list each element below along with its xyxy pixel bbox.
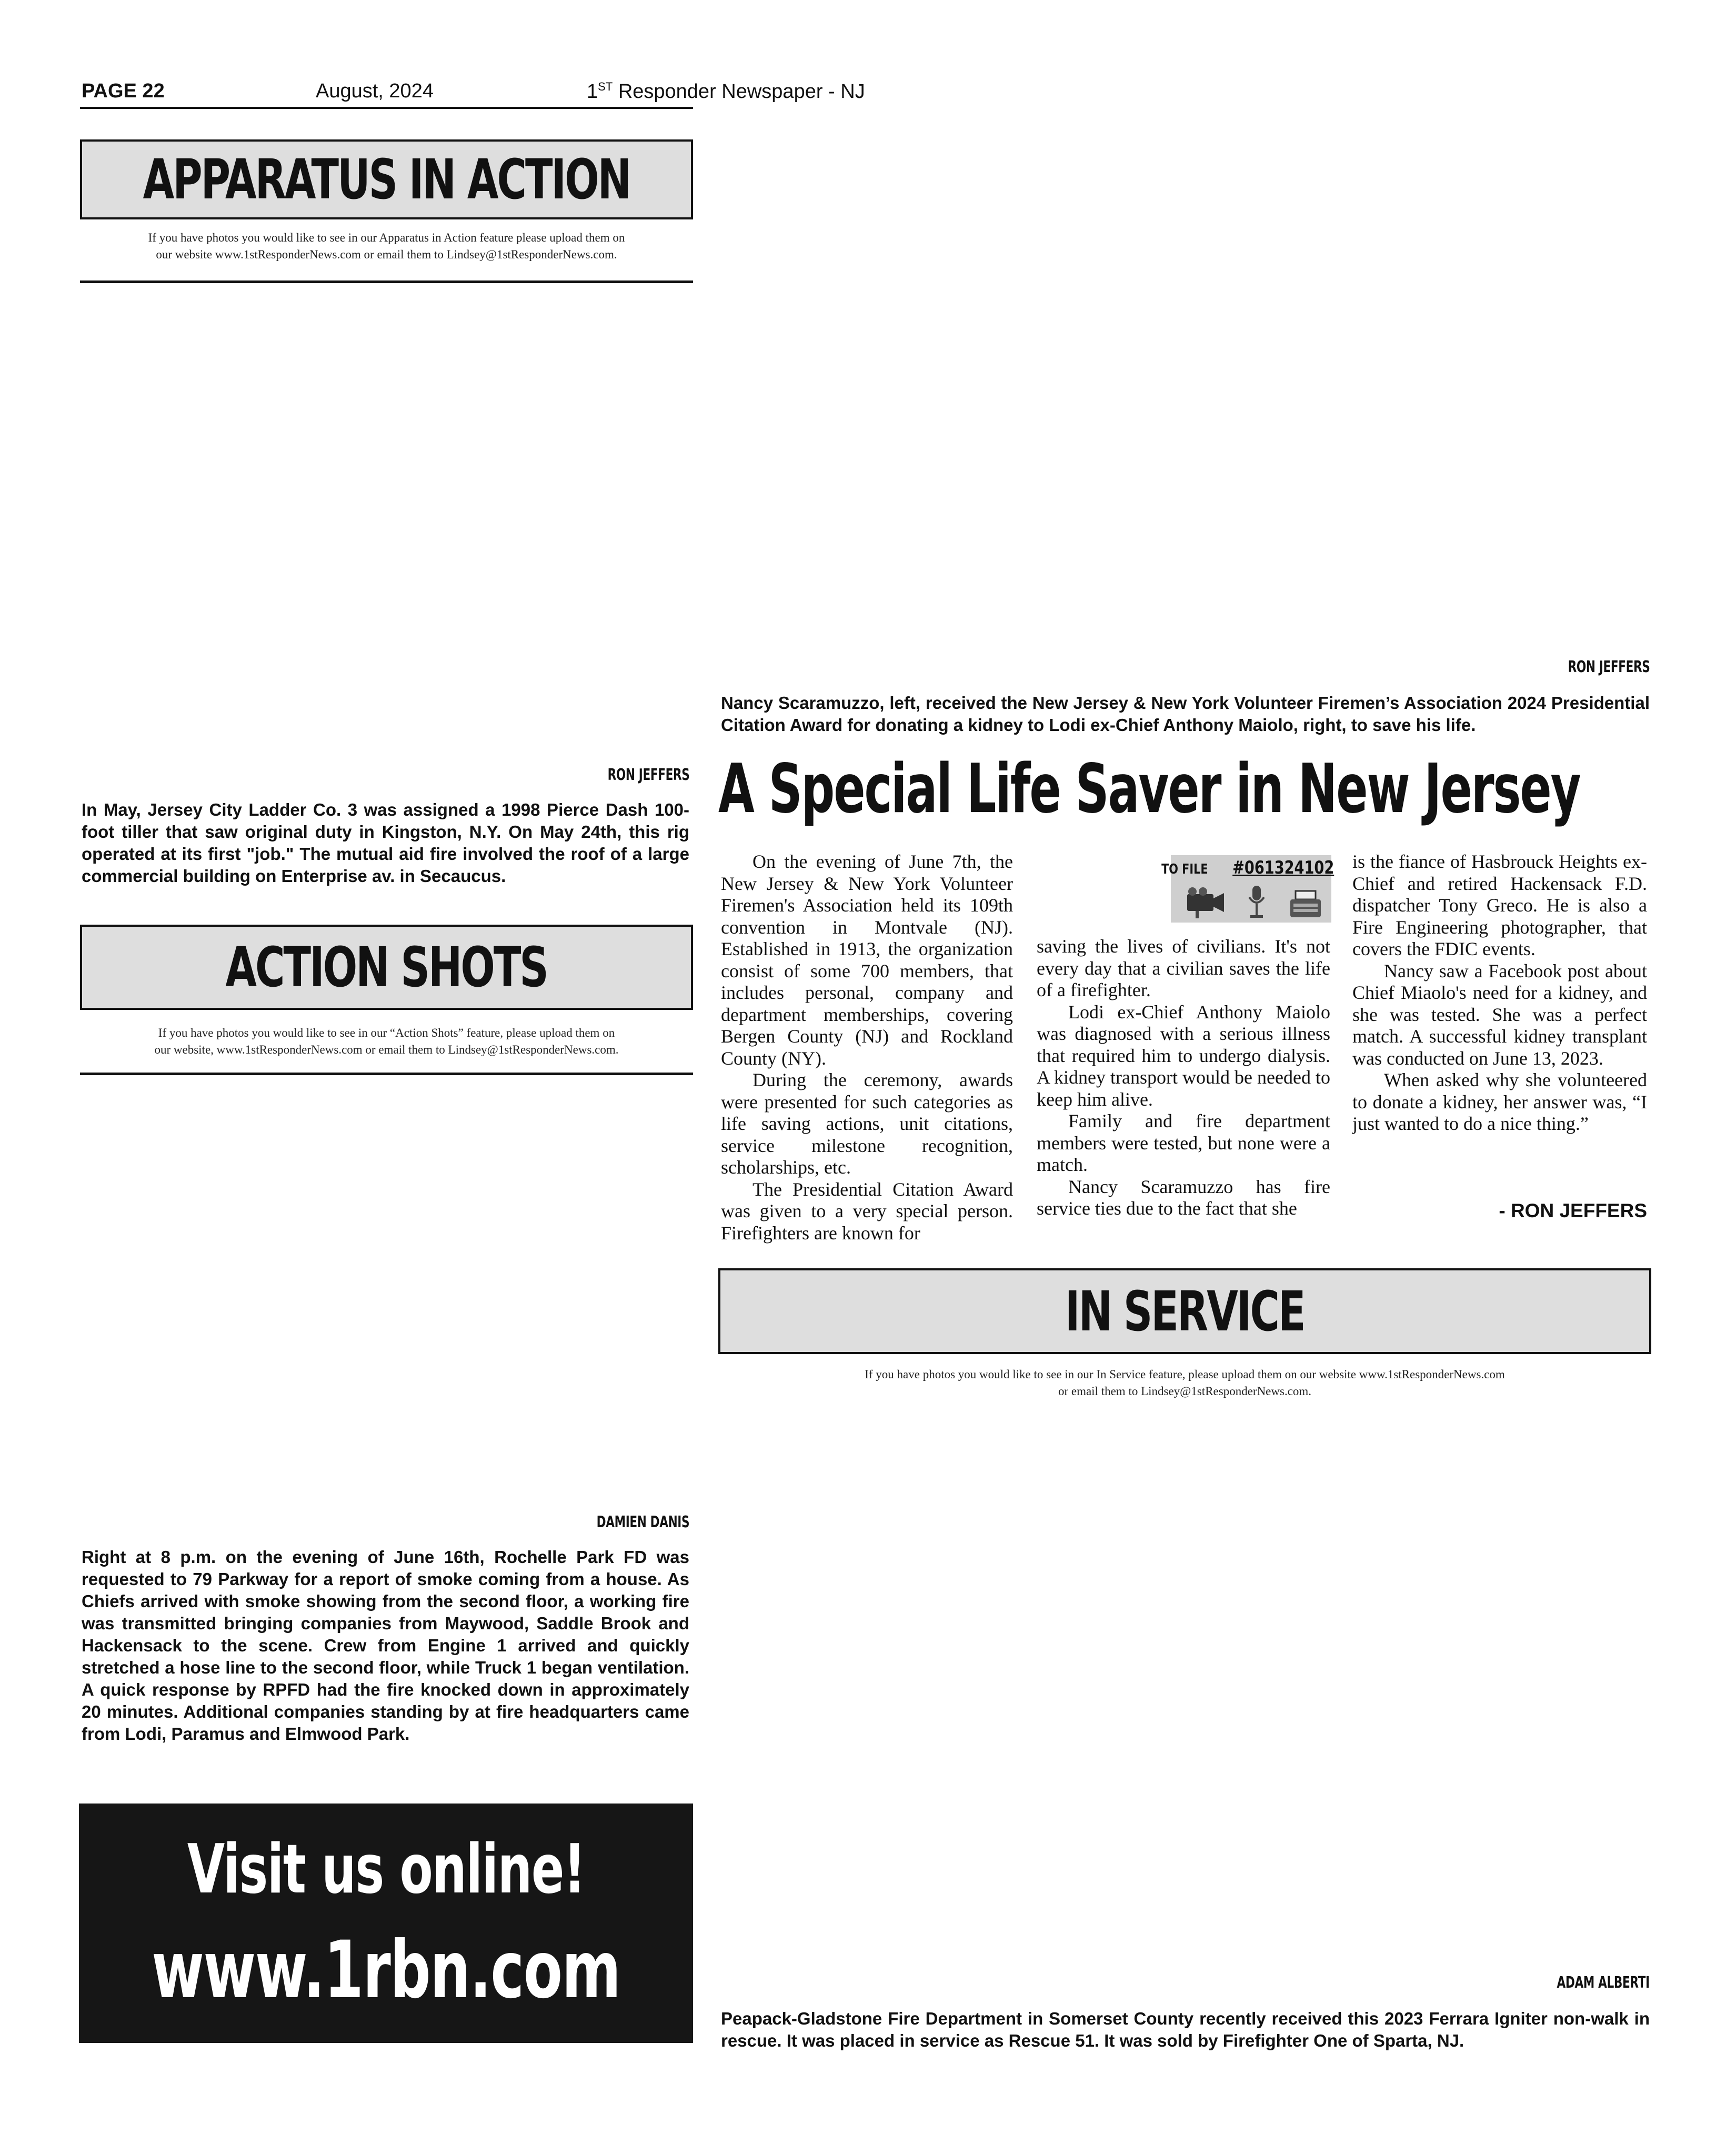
microphone-icon [1246,885,1267,919]
to-file-number: #061324102 [1232,857,1334,878]
in-service-note-line1: If you have photos you would like to see in our In Service feature, please upload them on our website www.1stResponderNews.com [865,1368,1505,1381]
promo-headline: Visit us online! [187,1830,585,1909]
feature-paragraph: During the ceremony, awards were presented for such categories as life saving actions, unit citations, service milestone recognition, scholarships, etc. [721,1069,1013,1178]
action-shots-note [80,1025,693,1058]
newspaper-name-rest: Responder Newspaper - NJ [613,81,865,103]
to-file-label [1156,857,1347,878]
apparatus-note [80,229,693,263]
feature-column-1 [721,851,1013,1244]
apparatus-note-line1: If you have photos you would like to see in our Apparatus in Action feature please upload them on [148,231,625,244]
feature-column-3 [1352,851,1647,1135]
video-camera-icon [1180,887,1225,919]
to-file-prefix: TO FILE [1161,861,1208,877]
feature-paragraph: The Presidential Citation Award was given to a very special person. Firefighters are known for [721,1178,1013,1244]
action-shots-note-line1: If you have photos you would like to see in our “Action Shots” feature, please upload them on [158,1026,615,1039]
peapack-photo-credit: ADAM ALBERTI [1557,1973,1650,1992]
to-file-icons [1180,885,1323,919]
feature-paragraph: saving the lives of civilians. It's not every day that a civilian saves the life of a firefighter. [1037,936,1330,1000]
promo-url-link[interactable]: www.1rbn.com [152,1925,620,2016]
feature-paragraph: Nancy saw a Facebook post about Chief Miaolo's need for a kidney, and she was tested. She was a perfect match. A successful kidney transplant was conducted on June 13, 2023. [1352,960,1647,1069]
feature-headline: A Special Life Saver in New Jersey [718,750,1580,828]
to-file-stamp [1161,855,1334,923]
feature-column-2 [1037,936,1330,1220]
apparatus-in-action-banner [80,139,693,219]
apparatus-note-line2: our website www.1stResponderNews.com or email them to Lindsey@1stResponderNews.com. [156,248,617,261]
newspaper-name [587,80,865,103]
visit-online-promo[interactable] [79,1804,693,2043]
action-shots-rule [80,1073,693,1075]
newspaper-name-prefix: 1 [587,81,598,103]
jersey-city-photo-credit: RON JEFFERS [607,766,689,784]
action-shots-banner [80,925,693,1010]
feature-paragraph: On the evening of June 7th, the New Jersey & New York Volunteer Firemen's Association held its 109th convention in Montvale (NJ). Established in 1913, the organization consist of some 700 members, that includes personal, company and department memberships, covering Bergen County (NJ) and Rockland County (NY). [721,851,1013,1069]
feature-paragraph: is the fiance of Hasbrouck Heights ex-Chief and retired Hackensack F.D. dispatcher Tony Greco. He is also a Fire Engineering photographer, that covers the FDIC events. [1352,851,1647,959]
in-service-banner [718,1268,1651,1354]
issue-date: August, 2024 [316,80,434,102]
apparatus-in-action-title: APPARATUS IN ACTION [143,147,630,212]
in-service-note-line2: or email them to Lindsey@1stResponderNews.com. [1058,1385,1312,1398]
header-rule [80,107,693,109]
in-service-title: IN SERVICE [1065,1279,1304,1344]
page-number: PAGE 22 [82,80,165,102]
rochelle-park-photo-credit: DAMIEN DANIS [596,1513,689,1531]
rochelle-park-caption: Right at 8 p.m. on the evening of June 16th, Rochelle Park FD was requested to 79 Parkway for a report of smoke coming from a house. As Chiefs arrived with smoke showing from the second floor, a working fire was transmitted bringing companies from Maywood, Saddle Brook and Hackensack to the scene. Crew from Engine 1 arrived and quickly stretched a hose line to the second floor, while Truck 1 began ventilation. A quick response by RPFD had the fire knocked down in approximately 20 minutes. Additional companies standing by at fire headquarters came from Lodi, Paramus and Elmwood Park. [82,1547,689,1744]
feature-photo-credit: RON JEFFERS [1568,658,1650,676]
feature-paragraph: When asked why she volunteered to donate a kidney, her answer was, “I just wanted to do a nice thing.” [1352,1069,1647,1134]
action-shots-title: ACTION SHOTS [225,935,548,999]
feature-photo-caption: Nancy Scaramuzzo, left, received the New Jersey & New York Volunteer Firemen’s Association 2024 Presidential Citation Award for donating a kidney to Lodi ex-Chief Anthony Maiolo, right, to save his life. [721,693,1650,735]
feature-paragraph: Family and fire department members were tested, but none were a match. [1037,1110,1330,1175]
jersey-city-caption: In May, Jersey City Ladder Co. 3 was assigned a 1998 Pierce Dash 100-foot tiller that saw original duty in Kingston, N.Y. On May 24th, this rig operated at its first "job." The mutual aid fire involved the roof of a large commercial building on Enterprise av. in Secaucus. [82,800,689,886]
typewriter-icon [1288,890,1323,919]
newspaper-name-superscript: ST [598,80,613,93]
apparatus-rule [80,280,693,283]
in-service-note [718,1366,1651,1400]
feature-paragraph: Nancy Scaramuzzo has fire service ties due to the fact that she [1037,1176,1330,1219]
action-shots-note-line2: our website, www.1stResponderNews.com or email them to Lindsey@1stResponderNews.com. [154,1043,619,1056]
feature-byline: - RON JEFFERS [1499,1200,1647,1221]
feature-paragraph: Lodi ex-Chief Anthony Maiolo was diagnosed with a serious illness that required him to undergo dialysis. A kidney transport would be needed to keep him alive. [1037,1001,1330,1110]
peapack-caption: Peapack-Gladstone Fire Department in Somerset County recently received this 2023 Ferrara Igniter non-walk in rescue. It was placed in service as Rescue 51. It was sold by Firefighter One of Sparta, NJ. [721,2009,1650,2050]
